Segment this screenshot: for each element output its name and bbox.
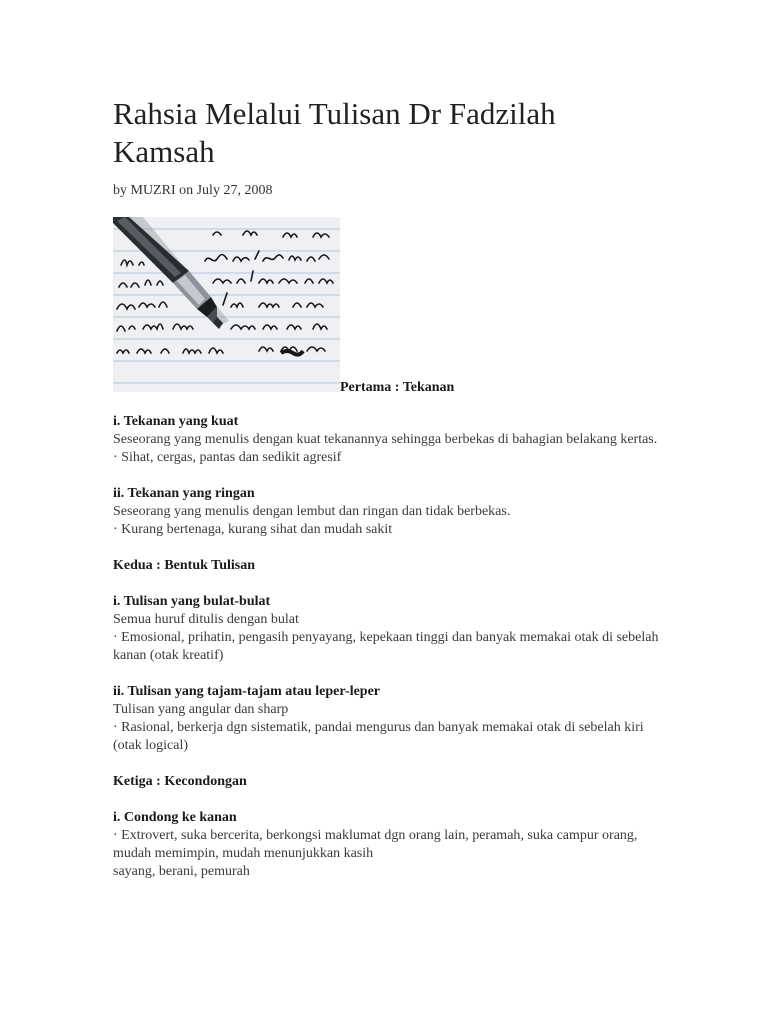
block-tulisan-tajam (113, 683, 668, 755)
subheading-tekanan-ringan: ii. Tekanan yang ringan (113, 486, 255, 501)
text-tulisan-bulat: Semua huruf ditulis dengan bulat (113, 612, 299, 627)
trait-tulisan-tajam: · Rasional, berkerja dgn sistematik, pandai mengurus dan banyak memakai otak di sebelah kiri (otak logical) (113, 720, 644, 753)
section-heading-kedua: Kedua : Bentuk Tulisan (113, 558, 256, 573)
block-tekanan-kuat (113, 413, 668, 467)
block-tulisan-bulat (113, 593, 668, 665)
section-heading-pertama: Pertama : Tekanan (340, 380, 455, 395)
section-heading-ketiga: Ketiga : Kecondongan (113, 774, 247, 789)
article-byline: by MUZRI on July 27, 2008 (113, 183, 273, 198)
text-tulisan-tajam: Tulisan yang angular dan sharp (113, 702, 289, 717)
handwriting-photo (113, 217, 340, 392)
subheading-tulisan-tajam: ii. Tulisan yang tajam-tajam atau leper-leper (113, 684, 381, 699)
subheading-tekanan-kuat: i. Tekanan yang kuat (113, 414, 239, 429)
trait-tulisan-bulat: · Emosional, prihatin, pengasih penyayang, kepekaan tinggi dan banyak memakai otak di sebelah kanan (otak kreatif) (113, 630, 659, 663)
trait-condong-kanan-cont: sayang, berani, pemurah (113, 864, 250, 879)
trait-condong-kanan: · Extrovert, suka bercerita, berkongsi maklumat dgn orang lain, peramah, suka campur orang, mudah memimpin, mudah menunjukkan kasih (113, 828, 638, 861)
trait-tekanan-kuat: · Sihat, cergas, pantas dan sedikit agresif (113, 450, 342, 465)
article-title: Rahsia Melalui Tulisan Dr Fadzilah Kamsah (113, 96, 556, 169)
trait-tekanan-ringan: · Kurang bertenaga, kurang sihat dan mudah sakit (113, 522, 393, 537)
text-tekanan-kuat: Seseorang yang menulis dengan kuat tekanannya sehingga berbekas di bahagian belakang kertas. (113, 432, 658, 447)
article-body (113, 413, 668, 899)
text-tekanan-ringan: Seseorang yang menulis dengan lembut dan ringan dan tidak berbekas. (113, 504, 511, 519)
subheading-tulisan-bulat: i. Tulisan yang bulat-bulat (113, 594, 271, 609)
subheading-condong-kanan: i. Condong ke kanan (113, 810, 237, 825)
block-condong-kanan (113, 809, 668, 881)
block-tekanan-ringan (113, 485, 668, 539)
